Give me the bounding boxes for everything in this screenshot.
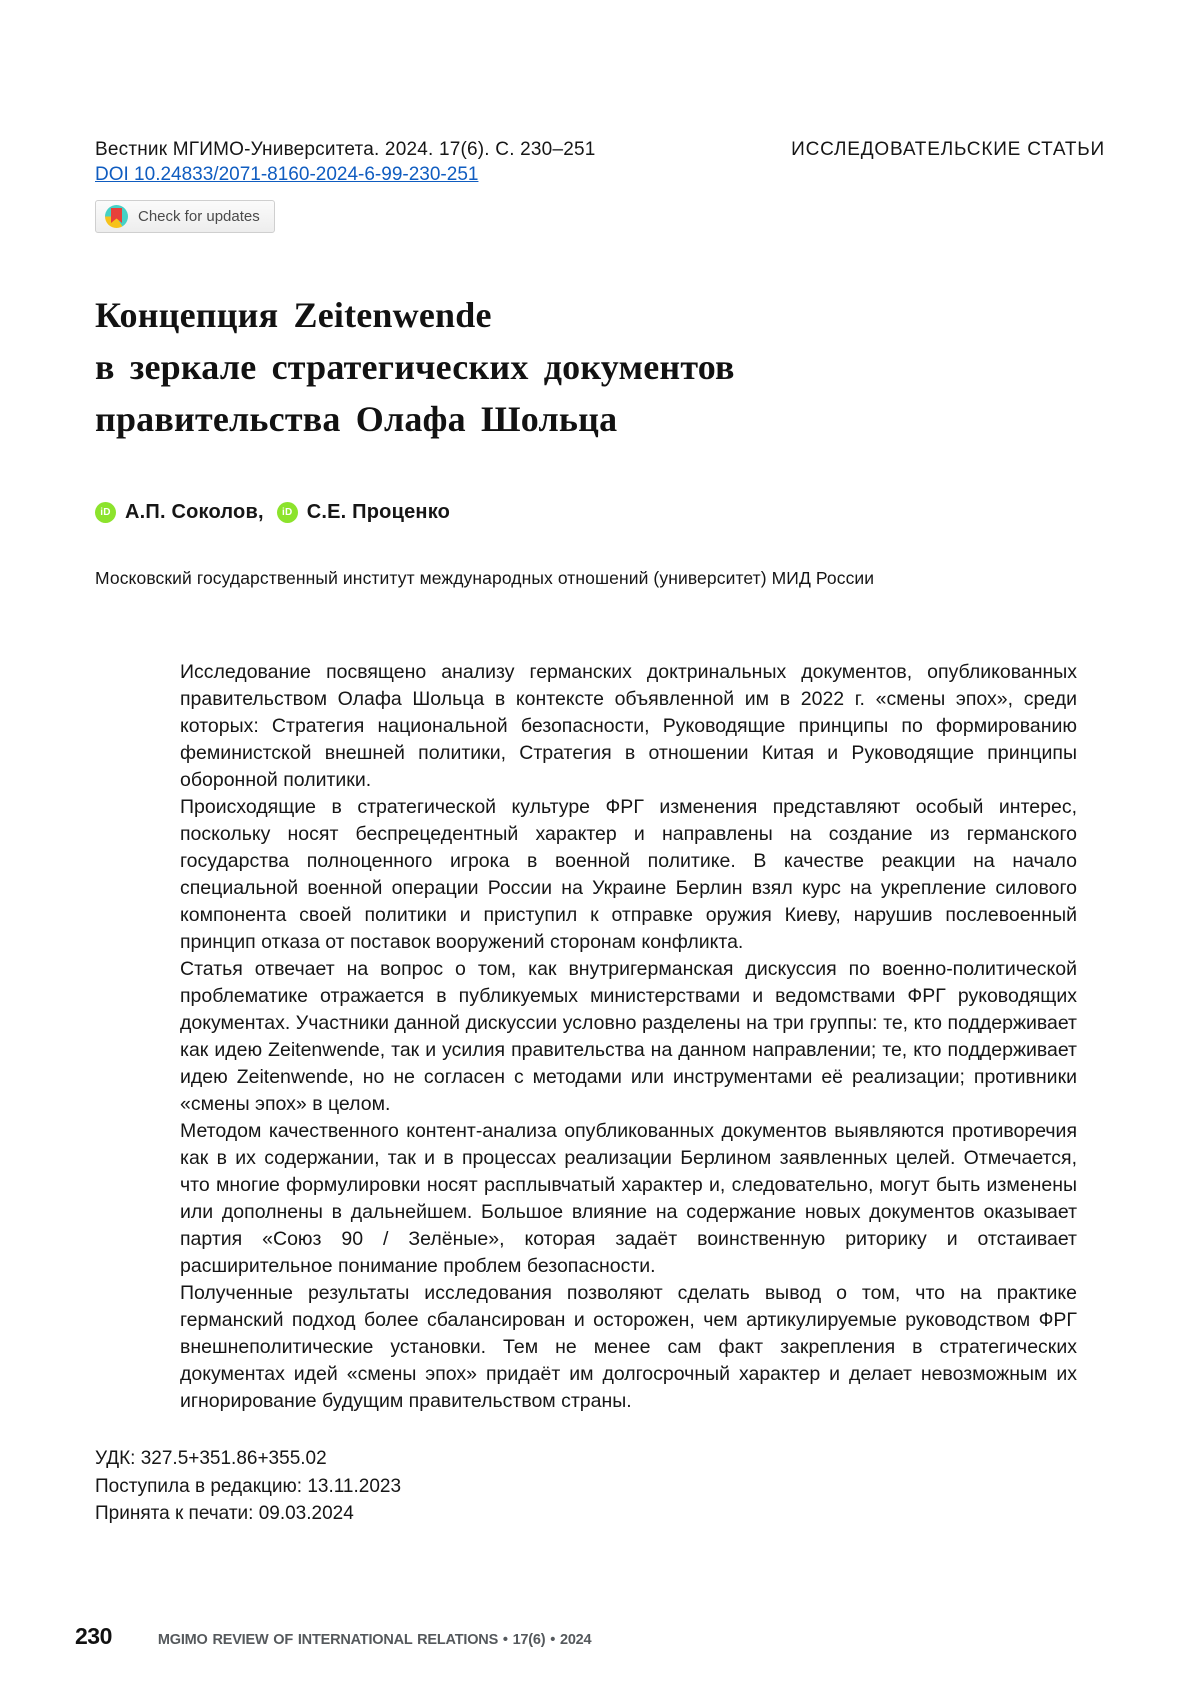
abstract-paragraph: Исследование посвящено анализу германских доктринальных документов, опубликованных правительством Олафа Шольца в контексте объявленной им в 2022 г. «смены эпох», среди которых: Стратегия национальной безопасности, Руководящие принципы по формированию феминистской внешней политики, Стратегия в отношении Китая и Руководящие принципы оборонной политики. bbox=[180, 661, 1077, 791]
check-for-updates-label: Check for updates bbox=[138, 208, 260, 225]
abstract-paragraph: Статья отвечает на вопрос о том, как внутригерманская дискуссия по военно-политической проблематике отражается в публикуемых министерствами и ведомствами ФРГ руководящих документах. Участники данной дискуссии условно разделены на три группы: те, кто поддерживает как идею Zeitenwende, так и усилия правительства на данном направлении; те, кто поддерживает идею Zeitenwende, но не согласен с методами или инструментами её реализации; противники «смены эпох» в целом. bbox=[180, 958, 1077, 1115]
author-name: А.П. Соколов, bbox=[125, 501, 264, 523]
footer-journal-line: MGIMO REVIEW OF INTERNATIONAL RELATIONS • 17(6) • 2024 bbox=[157, 1632, 592, 1648]
accepted-date-line: Принята к печати: 09.03.2024 bbox=[95, 1503, 354, 1524]
crossmark-icon bbox=[105, 205, 128, 228]
article-title-line-1: Концепция Zeitenwende bbox=[95, 295, 492, 335]
abstract-paragraph: Полученные результаты исследования позволяют сделать вывод о том, что на практике германский подход более сбалансирован и осторожен, чем артикулируемые руководством ФРГ внешнеполитические установки. Тем не менее сам факт закрепления в стратегических документах идей «смены эпох» придаёт им долгосрочный характер и делает невозможным их игнорирование будущим правительством страны. bbox=[180, 1282, 1077, 1412]
orcid-icon[interactable]: iD bbox=[95, 502, 116, 523]
received-date-line: Поступила в редакцию: 13.11.2023 bbox=[95, 1475, 402, 1497]
article-title-line-2: в зеркале стратегических документов bbox=[95, 347, 735, 387]
doi-link[interactable]: DOI 10.24833/2071-8160-2024-6-99-230-251 bbox=[95, 164, 479, 185]
bookmark-icon bbox=[111, 208, 122, 223]
author-name: С.Е. Проценко bbox=[306, 501, 451, 523]
orcid-icon[interactable]: iD bbox=[277, 502, 298, 523]
abstract-paragraph: Происходящие в стратегической культуре ФРГ изменения представляют особый интерес, поскольку носят беспрецедентный характер и направлены на создание из германского государства полноценного игрока в военной политике. В качестве реакции на начало специальной военной операции России на Украине Берлин взял курс на укрепление силового компонента своей политики и приступил к отправке оружия Киеву, нарушив послевоенный принцип отказа от поставок вооружений сторонам конфликта. bbox=[180, 796, 1077, 953]
section-label: ИССЛЕДОВАТЕЛЬСКИЕ СТАТЬИ bbox=[791, 139, 1105, 160]
page-number: 230 bbox=[75, 1623, 112, 1649]
affiliation: Московский государственный институт международных отношений (университет) МИД России bbox=[95, 568, 875, 588]
page-header bbox=[95, 138, 1105, 162]
authors-row bbox=[95, 501, 1105, 524]
article-meta bbox=[95, 1445, 1105, 1528]
udc-line: УДК: 327.5+351.86+355.02 bbox=[95, 1448, 327, 1469]
check-for-updates-button[interactable] bbox=[95, 200, 275, 233]
page-footer bbox=[75, 1583, 1105, 1650]
journal-reference: Вестник МГИМО-Университета. 2024. 17(6). С. 230–251 bbox=[95, 139, 596, 160]
article-title bbox=[95, 289, 1105, 445]
abstract-paragraph: Методом качественного контент-анализа опубликованных документов выявляются противоречия как в их содержании, так и в процессах реализации Берлином заявленных целей. Отмечается, что многие формулировки носят расплывчатый характер и, следовательно, могут быть изменены или дополнены в дальнейшем. Большое влияние на содержание новых документов оказывает партия «Союз 90 / Зелёные», которая задаёт воинственную риторику и отстаивает расширительное понимание проблем безопасности. bbox=[180, 1120, 1077, 1277]
abstract bbox=[180, 659, 1077, 1415]
article-title-line-3: правительства Олафа Шольца bbox=[95, 399, 618, 439]
